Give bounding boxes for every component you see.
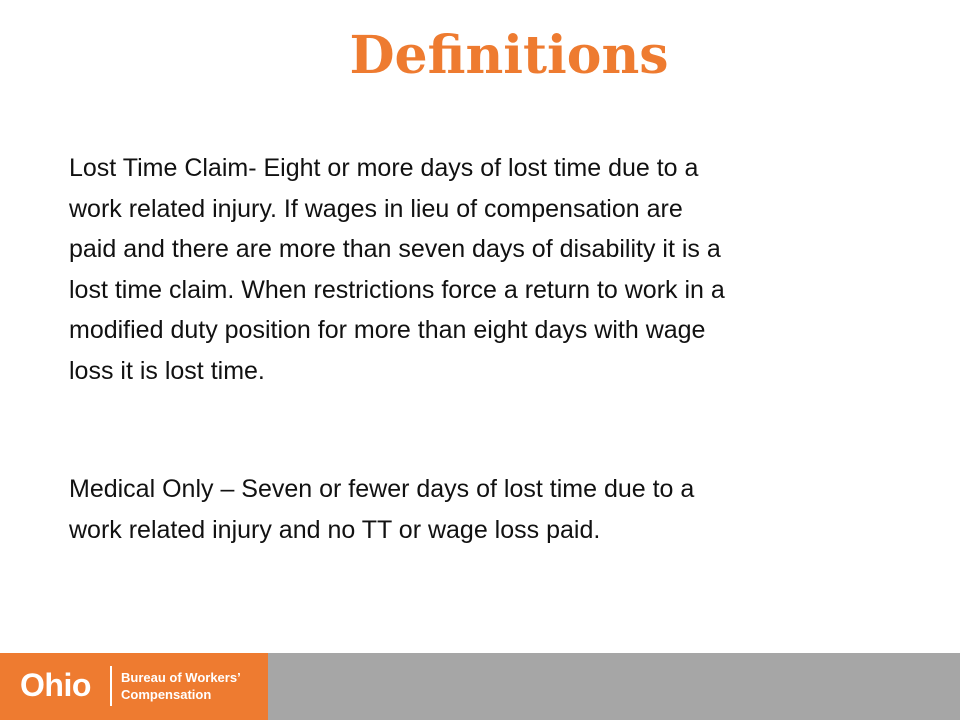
agency-name: Bureau of Workers’ Compensation: [121, 670, 241, 702]
definition-lost-time-claim: Lost Time Claim- Eight or more days of lost time due to a work related injury. If wages in lieu of compensation are paid and there are more than seven days of disability it is a lost time claim. When restrictions force a return to work in a modified duty position for more than eight days with wage loss it is lost time.: [69, 154, 725, 385]
footer-bar: [0, 653, 960, 720]
ohio-bwc-logo: [0, 653, 268, 720]
definition-medical-only: Medical Only – Seven or fewer days of lost time due to a work related injury and no TT or wage loss paid.: [69, 475, 695, 544]
logo-divider: [110, 666, 112, 706]
ohio-logo-wordmark: Ohio: [20, 667, 91, 703]
slide-body: [69, 148, 919, 550]
slide-title: Definitions: [349, 25, 669, 86]
